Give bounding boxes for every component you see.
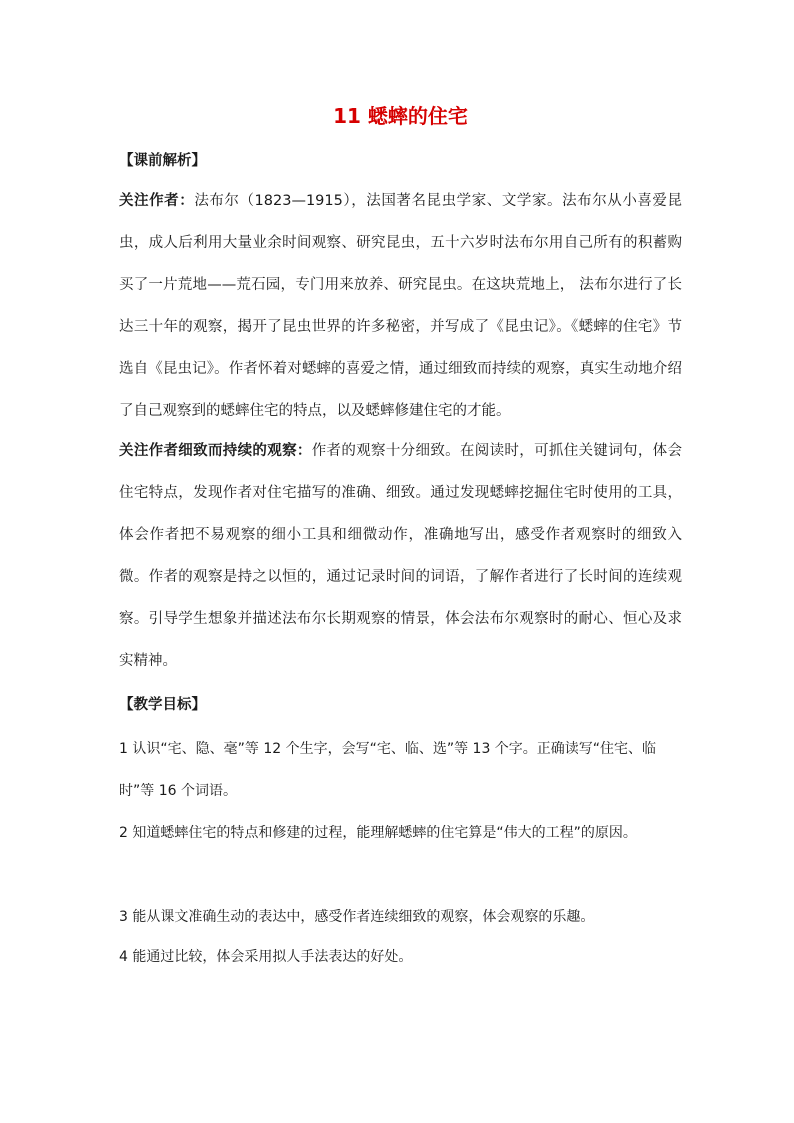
goal-text: 1 认识“宅、隐、毫”等 12 个生字，会写“宅、临、选”等 13 个字。正确读写“住宅、临时”等 16 个词语。: [119, 741, 657, 799]
section-heading-teaching-goals: 【教学目标】: [119, 697, 206, 713]
goal-item-3: [119, 896, 682, 938]
paragraph-text: 法布尔（1823—1915），法国著名昆虫学家、文学家。法布尔从小喜爱昆虫，成人后利用大量业余时间观察、研究昆虫，五十六岁时法布尔用自己所有的积蓄购买了一片荒地——荒石园，专门用来放养、研究昆虫。在这块荒地上， 法布尔进行了长达三十年的观察，揭开了昆虫世界的许多秘密，并写成了《昆虫记》。《蟋蟀的住宅》节选自《昆虫记》。作者怀着对蟋蟀的喜爱之情，通过细致而持续的观察，真实生动地介绍了自己观察到的蟋蟀住宅的特点，以及蟋蟀修建住宅的才能。: [119, 193, 682, 419]
paragraph-observation: [119, 430, 682, 682]
goal-item-1: [119, 728, 682, 812]
goal-text: 2 知道蟋蟀住宅的特点和修建的过程，能理解蟋蟀的住宅算是“伟大的工程”的原因。: [119, 825, 637, 841]
paragraph-text: 作者的观察十分细致。在阅读时，可抓住关键词句，体会住宅特点，发现作者对住宅描写的准确、细致。通过发现蟋蟀挖掘住宅时使用的工具，体会作者把不易观察的细小工具和细微动作，准确地写出，感受作者观察时的细致入微。作者的观察是持之以恒的，通过记录时间的词语，了解作者进行了长时间的连续观察。引导学生想象并描述法布尔长期观察的情景，体会法布尔观察时的耐心、恒心及求实精神。: [119, 443, 683, 669]
paragraph-about-author: [119, 180, 682, 432]
goal-item-4: [119, 936, 682, 978]
page-title: 11 蟋蟀的住宅: [333, 104, 468, 128]
paragraph-lead: 关注作者细致而持续的观察：: [119, 443, 312, 459]
section-heading-pre-lesson: 【课前解析】: [119, 153, 206, 169]
paragraph-lead: 关注作者：: [119, 193, 195, 209]
goal-text: 4 能通过比较，体会采用拟人手法表达的好处。: [119, 949, 413, 965]
goal-text: 3 能从课文准确生动的表达中，感受作者连续细致的观察，体会观察的乐趣。: [119, 909, 595, 925]
goal-item-2: [119, 812, 682, 854]
